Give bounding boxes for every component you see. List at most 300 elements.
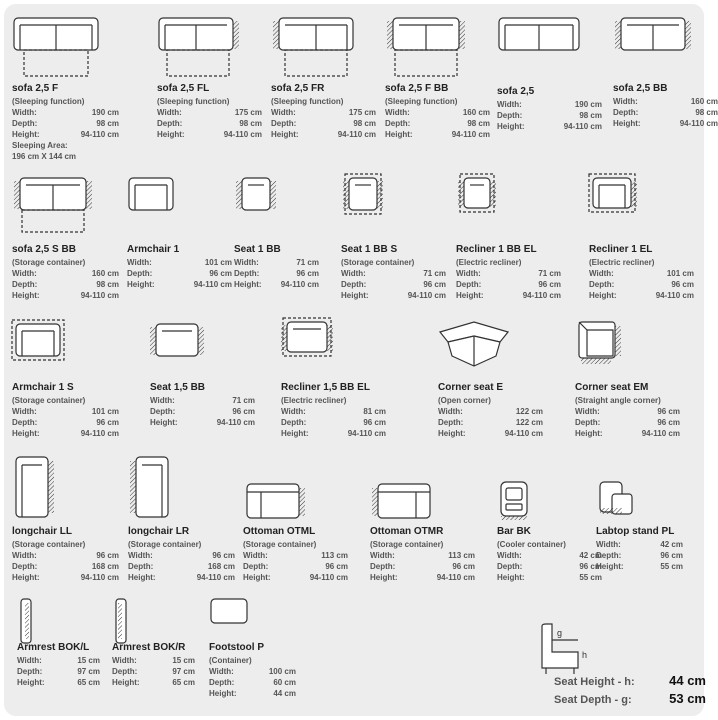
item-text [370,526,475,583]
dim-value-depth: 96 cm [232,407,255,416]
armchair-icon [127,176,219,242]
corner-open-icon [438,320,530,386]
dim-value-height: 94-110 cm [280,280,319,289]
dim-value-depth: 96 cm [538,280,561,289]
dim-value-depth: 98 cm [239,119,262,128]
item-subtitle: (Sleeping function) [157,97,230,106]
item-extra1: Sleeping Area: [12,141,68,150]
dim-row-width [157,107,262,118]
dim-value-depth: 96 cm [363,418,386,427]
item-subtitle: (Sleeping function) [12,97,85,106]
item-name: Armrest BOK/R [112,642,186,653]
dim-row-depth [17,666,100,677]
dim-label-depth: Depth: [128,562,154,571]
hatch-mark [377,181,383,209]
dim-label-depth: Depth: [150,407,176,416]
dim-value-height: 94-110 cm [80,291,119,300]
dim-label-height: Height: [209,689,237,698]
item-name: Corner seat E [438,382,504,393]
hatch-mark [198,327,204,355]
item-text [12,526,119,583]
dim-label-height: Height: [234,280,262,289]
dim-label-width: Width: [12,269,37,278]
dim-value-height: 94-110 cm [407,291,446,300]
dim-row-height [341,290,446,301]
dim-label-height: Height: [12,429,40,438]
item-text [385,83,490,140]
seat-storage-icon [341,176,433,242]
item-text [271,83,376,140]
dim-value-height: 94-110 cm [337,130,376,139]
dim-value-height: 44 cm [273,689,296,698]
dim-value-depth: 168 cm [207,562,235,571]
dim-value-height: 94-110 cm [504,429,543,438]
dim-label-depth: Depth: [157,119,183,128]
longchair-left-icon [12,455,104,521]
dim-row-height [497,572,602,583]
hatch-mark [150,327,156,355]
dim-row-depth [157,118,262,129]
item-text [150,382,255,428]
item-name: sofa 2,5 F [12,83,59,94]
dim-value-depth: 98 cm [467,119,490,128]
dim-row-height [127,279,232,290]
dim-value-depth: 96 cm [660,551,683,560]
corner-open-icon-svg [438,320,530,386]
longchair-left-icon-svg [12,455,104,521]
frame [349,178,377,210]
seat-profile-svg [538,622,598,678]
item-name: sofa 2,5 [497,86,535,97]
dim-row-width [150,395,255,406]
dim-label-width: Width: [12,551,37,560]
dim-label-depth: Depth: [12,119,38,128]
dim-value-width: 42 cm [579,551,602,560]
item-text [12,83,119,162]
seat-depth-label: Seat Depth - g: [554,694,632,706]
dim-value-width: 160 cm [690,97,718,106]
seat-storage-icon-svg [341,176,433,242]
hatch-mark [281,325,287,351]
dim-row-height [209,688,296,699]
sofa-sleeping-bb-icon-svg [385,16,477,82]
item-subtitle: (Container) [209,656,252,665]
dim-label-height: Height: [12,291,40,300]
dim-label-depth: Depth: [209,678,235,687]
dim-value-depth: 98 cm [96,119,119,128]
dim-value-width: 175 cm [348,108,376,117]
item-text [596,526,683,572]
dim-row-depth [12,118,119,129]
dim-row-width [234,257,319,268]
dim-value-width: 101 cm [91,407,119,416]
sofa-sleeping-icon-svg [12,16,104,82]
item-subtitle: (Electric recliner) [281,396,347,405]
dim-label-depth: Depth: [234,269,260,278]
dim-row-width [281,406,386,417]
item-name: Seat 1,5 BB [150,382,206,393]
cooler-lid [506,488,522,500]
dim-value-height: 94-110 cm [80,429,119,438]
dim-label-depth: Depth: [127,269,153,278]
dim-label-depth: Depth: [385,119,411,128]
dim-row-height [281,428,386,439]
dim-label-width: Width: [12,108,37,117]
dim-value-width: 42 cm [660,540,683,549]
dim-label-width: Width: [150,396,175,405]
item-subtitle: (Electric recliner) [589,258,655,267]
dim-row-width [209,666,296,677]
dim-label-depth: Depth: [596,551,622,560]
dim-value-width: 96 cm [96,551,119,560]
dim-row-width [12,268,119,279]
item-text [243,526,348,583]
dim-label-width: Width: [17,656,42,665]
hatch-mark [14,181,20,209]
dim-label-width: Width: [281,407,306,416]
hatch-mark [490,181,496,207]
dim-value-height: 94-110 cm [196,573,235,582]
hatch-mark [130,461,136,513]
item-text [497,526,602,583]
ottoman-frame [378,484,430,518]
recliner-wide-icon-svg [281,312,373,378]
dim-row-height [575,428,680,439]
hatch-mark [48,461,54,513]
item-text [12,244,119,301]
dim-row-width [497,99,602,110]
dim-label-depth: Depth: [341,280,367,289]
recliner-bb-icon [456,168,548,234]
dim-value-depth: 98 cm [96,280,119,289]
dim-row-width [12,550,119,561]
item-name: Footstool P [209,642,264,653]
hatch-mark [86,181,92,209]
dim-label-height: Height: [17,678,45,687]
dim-label-height: Height: [575,429,603,438]
sofa-icon [497,16,589,82]
dim-label-width: Width: [370,551,395,560]
dim-value-depth: 96 cm [423,280,446,289]
item-subtitle: (Storage container) [128,540,202,549]
dim-row-height [112,677,195,688]
dim-row-depth [150,406,255,417]
item-subtitle: (Straight angle corner) [575,396,661,405]
dim-row-depth [575,417,680,428]
dim-label-height: Height: [497,122,525,131]
dim-label-height: Height: [497,573,525,582]
dim-label-width: Width: [157,108,182,117]
dim-label-height: Height: [150,418,178,427]
dim-label-height: Height: [456,291,484,300]
dim-label-width: Width: [128,551,153,560]
dim-label-height: Height: [12,130,40,139]
dim-label-width: Width: [497,100,522,109]
dim-row-depth [128,561,235,572]
dim-label-width: Width: [613,97,638,106]
hatch-mark [600,508,622,514]
seat-height-marker: h [582,650,588,660]
dim-value-height: 94-110 cm [655,291,694,300]
dim-label-height: Height: [112,678,140,687]
dim-label-depth: Depth: [12,280,38,289]
dim-label-height: Height: [596,562,624,571]
dim-row-width [127,257,232,268]
dim-value-width: 113 cm [321,551,348,560]
dim-value-depth: 98 cm [579,111,602,120]
dim-label-height: Height: [589,291,617,300]
dim-row-height [438,428,543,439]
dim-value-depth: 96 cm [579,562,602,571]
dim-row-depth [281,417,386,428]
dim-value-width: 190 cm [574,100,602,109]
dim-label-width: Width: [234,258,259,267]
seat-dimensions [554,673,706,709]
item-subtitle: (Cooler container) [497,540,566,549]
dim-label-depth: Depth: [271,119,297,128]
dim-label-height: Height: [12,573,40,582]
dim-value-width: 15 cm [77,656,100,665]
dim-row-height [17,677,100,688]
hatch-mark [615,326,621,356]
item-name: sofa 2,5 F BB [385,83,449,94]
seat-bb-icon [234,176,326,242]
dim-label-height: Height: [613,119,641,128]
dim-row-depth [596,550,683,561]
item-text [17,642,100,688]
dim-value-height: 94-110 cm [347,429,386,438]
dim-label-width: Width: [385,108,410,117]
dim-row-width [12,406,119,417]
sofa-sleeping-bb-icon [385,16,477,82]
sofa-sleeping-right-icon [271,16,363,82]
dim-value-width: 100 cm [268,667,296,676]
dim-row-height [497,121,602,132]
dim-row-depth [613,107,718,118]
item-extra2: 196 cm X 144 cm [12,152,77,161]
dim-label-depth: Depth: [112,667,138,676]
frame [129,178,173,210]
dim-value-height: 65 cm [77,678,100,687]
item-text [127,244,232,290]
dim-row-depth [438,417,543,428]
dim-row-width [271,107,376,118]
dim-value-height: 94-110 cm [563,122,602,131]
hatch-mark [118,603,122,639]
dim-label-width: Width: [12,407,37,416]
dim-row-width [128,550,235,561]
hatch-mark [327,325,333,351]
dim-row-depth [497,110,602,121]
dim-value-depth: 96 cm [209,269,232,278]
recliner-icon [589,168,681,234]
recliner-icon-svg [589,168,681,234]
dim-value-width: 96 cm [212,551,235,560]
dim-label-width: Width: [112,656,137,665]
dim-value-height: 94-110 cm [309,573,348,582]
dim-row-height [370,572,475,583]
dim-label-depth: Depth: [575,418,601,427]
dim-value-depth: 96 cm [657,418,680,427]
item-text [157,83,262,140]
dim-value-depth: 98 cm [695,108,718,117]
item-text [613,83,718,129]
dim-label-depth: Depth: [613,108,639,117]
item-name: sofa 2,5 S BB [12,244,76,255]
item-text [12,382,119,439]
item-subtitle: (Sleeping function) [385,97,458,106]
dim-row-height [12,572,119,583]
dim-label-height: Height: [385,130,413,139]
dim-value-depth: 96 cm [452,562,475,571]
dim-row-width [243,550,348,561]
dim-label-depth: Depth: [438,418,464,427]
dim-row-height [128,572,235,583]
dim-label-width: Width: [209,667,234,676]
dim-row-width [17,655,100,666]
dim-value-depth: 96 cm [296,269,319,278]
dim-row-depth [127,268,232,279]
corner-seat [587,330,613,356]
item-text [341,244,446,301]
ottoman-frame [247,484,299,518]
dim-value-width: 96 cm [657,407,680,416]
frame [464,178,490,208]
frame [287,322,327,352]
item-text [575,382,680,439]
dim-row-height [234,279,319,290]
dim-row-depth [243,561,348,572]
dim-row-depth [370,561,475,572]
item-subtitle: (Storage container) [12,258,86,267]
corner-straight-icon-svg [575,320,667,386]
dim-value-width: 122 cm [515,407,543,416]
dim-value-height: 94-110 cm [193,280,232,289]
item-subtitle: (Storage container) [12,396,86,405]
recliner-wide-icon [281,312,373,378]
item-subtitle: (Electric recliner) [456,258,522,267]
hatch-mark [25,603,29,639]
item-text [456,244,561,301]
item-subtitle: (Storage container) [341,258,415,267]
seat-profile-icon [538,622,598,678]
dim-row-depth [209,677,296,688]
dim-value-width: 190 cm [91,108,119,117]
item-text [438,382,543,439]
dim-value-width: 113 cm [448,551,475,560]
item-subtitle: (Storage container) [243,540,317,549]
dim-label-depth: Depth: [497,562,523,571]
item-text [234,244,319,290]
dim-value-width: 71 cm [538,269,561,278]
item-text [589,244,694,301]
cooler-handle [506,504,522,510]
hatch-mark [387,21,393,49]
armchair-storage-icon-svg [12,320,104,386]
dim-value-height: 94-110 cm [451,130,490,139]
sofa-sleeping-icon [12,16,104,82]
extension-outline [395,50,457,76]
dim-label-height: Height: [438,429,466,438]
frame [242,178,270,210]
dim-row-height [12,290,119,301]
hatch-mark [581,358,611,364]
hatch-mark [459,21,465,49]
item-name: sofa 2,5 FR [271,83,325,94]
sofa-storage-icon-svg [12,176,104,242]
dim-row-width [613,96,718,107]
dim-label-width: Width: [341,269,366,278]
item-name: Labtop stand PL [596,526,675,537]
dim-value-width: 81 cm [363,407,386,416]
dim-row-height [613,118,718,129]
dim-row-depth [112,666,195,677]
seat-wide-icon-svg [150,320,242,386]
dim-row-height [589,290,694,301]
dim-value-height: 94-110 cm [679,119,718,128]
dim-label-width: Width: [589,269,614,278]
dim-label-height: Height: [157,130,185,139]
dim-row-height [157,129,262,140]
item-text [497,86,602,132]
hatch-mark [233,21,239,49]
dim-value-depth: 96 cm [96,418,119,427]
dim-label-depth: Depth: [12,418,38,427]
dim-label-depth: Depth: [589,280,615,289]
dim-label-height: Height: [370,573,398,582]
item-name: Ottoman OTMR [370,526,444,537]
item-name: Recliner 1 BB EL [456,244,537,255]
dim-label-depth: Depth: [281,418,307,427]
dim-value-height: 94-110 cm [436,573,475,582]
dim-value-height: 94-110 cm [216,418,255,427]
hatch-mark [299,488,305,516]
dim-row-width [341,268,446,279]
dim-label-height: Height: [127,280,155,289]
item-subtitle: (Storage container) [370,540,444,549]
seat-height-label: Seat Height - h: [554,676,635,688]
dim-row-depth [341,279,446,290]
sofa-sleeping-left-icon [157,16,249,82]
hatch-mark [631,181,637,207]
item-name: Recliner 1,5 BB EL [281,382,370,393]
hatch-mark [458,181,464,207]
sofa-bb-icon [613,16,705,82]
dim-value-width: 71 cm [232,396,255,405]
dim-value-depth: 97 cm [172,667,195,676]
dim-value-width: 71 cm [423,269,446,278]
dim-row-depth [589,279,694,290]
item-name: Seat 1 BB [234,244,281,255]
item-name: sofa 2,5 FL [157,83,210,94]
item-name: sofa 2,5 BB [613,83,668,94]
dim-label-width: Width: [596,540,621,549]
item-name: Ottoman OTML [243,526,316,537]
dim-row-height [271,129,376,140]
dim-row-depth [234,268,319,279]
dim-row-width [385,107,490,118]
longchair-right-icon [128,455,220,521]
dim-label-depth: Depth: [12,562,38,571]
dim-row-width [456,268,561,279]
armchair-icon-svg [127,176,219,242]
hatch-mark [270,181,276,209]
recliner-bb-icon-svg [456,168,548,234]
dim-row-height [12,129,119,140]
item-text [128,526,235,583]
dim-label-height: Height: [128,573,156,582]
dim-value-depth: 96 cm [325,562,348,571]
